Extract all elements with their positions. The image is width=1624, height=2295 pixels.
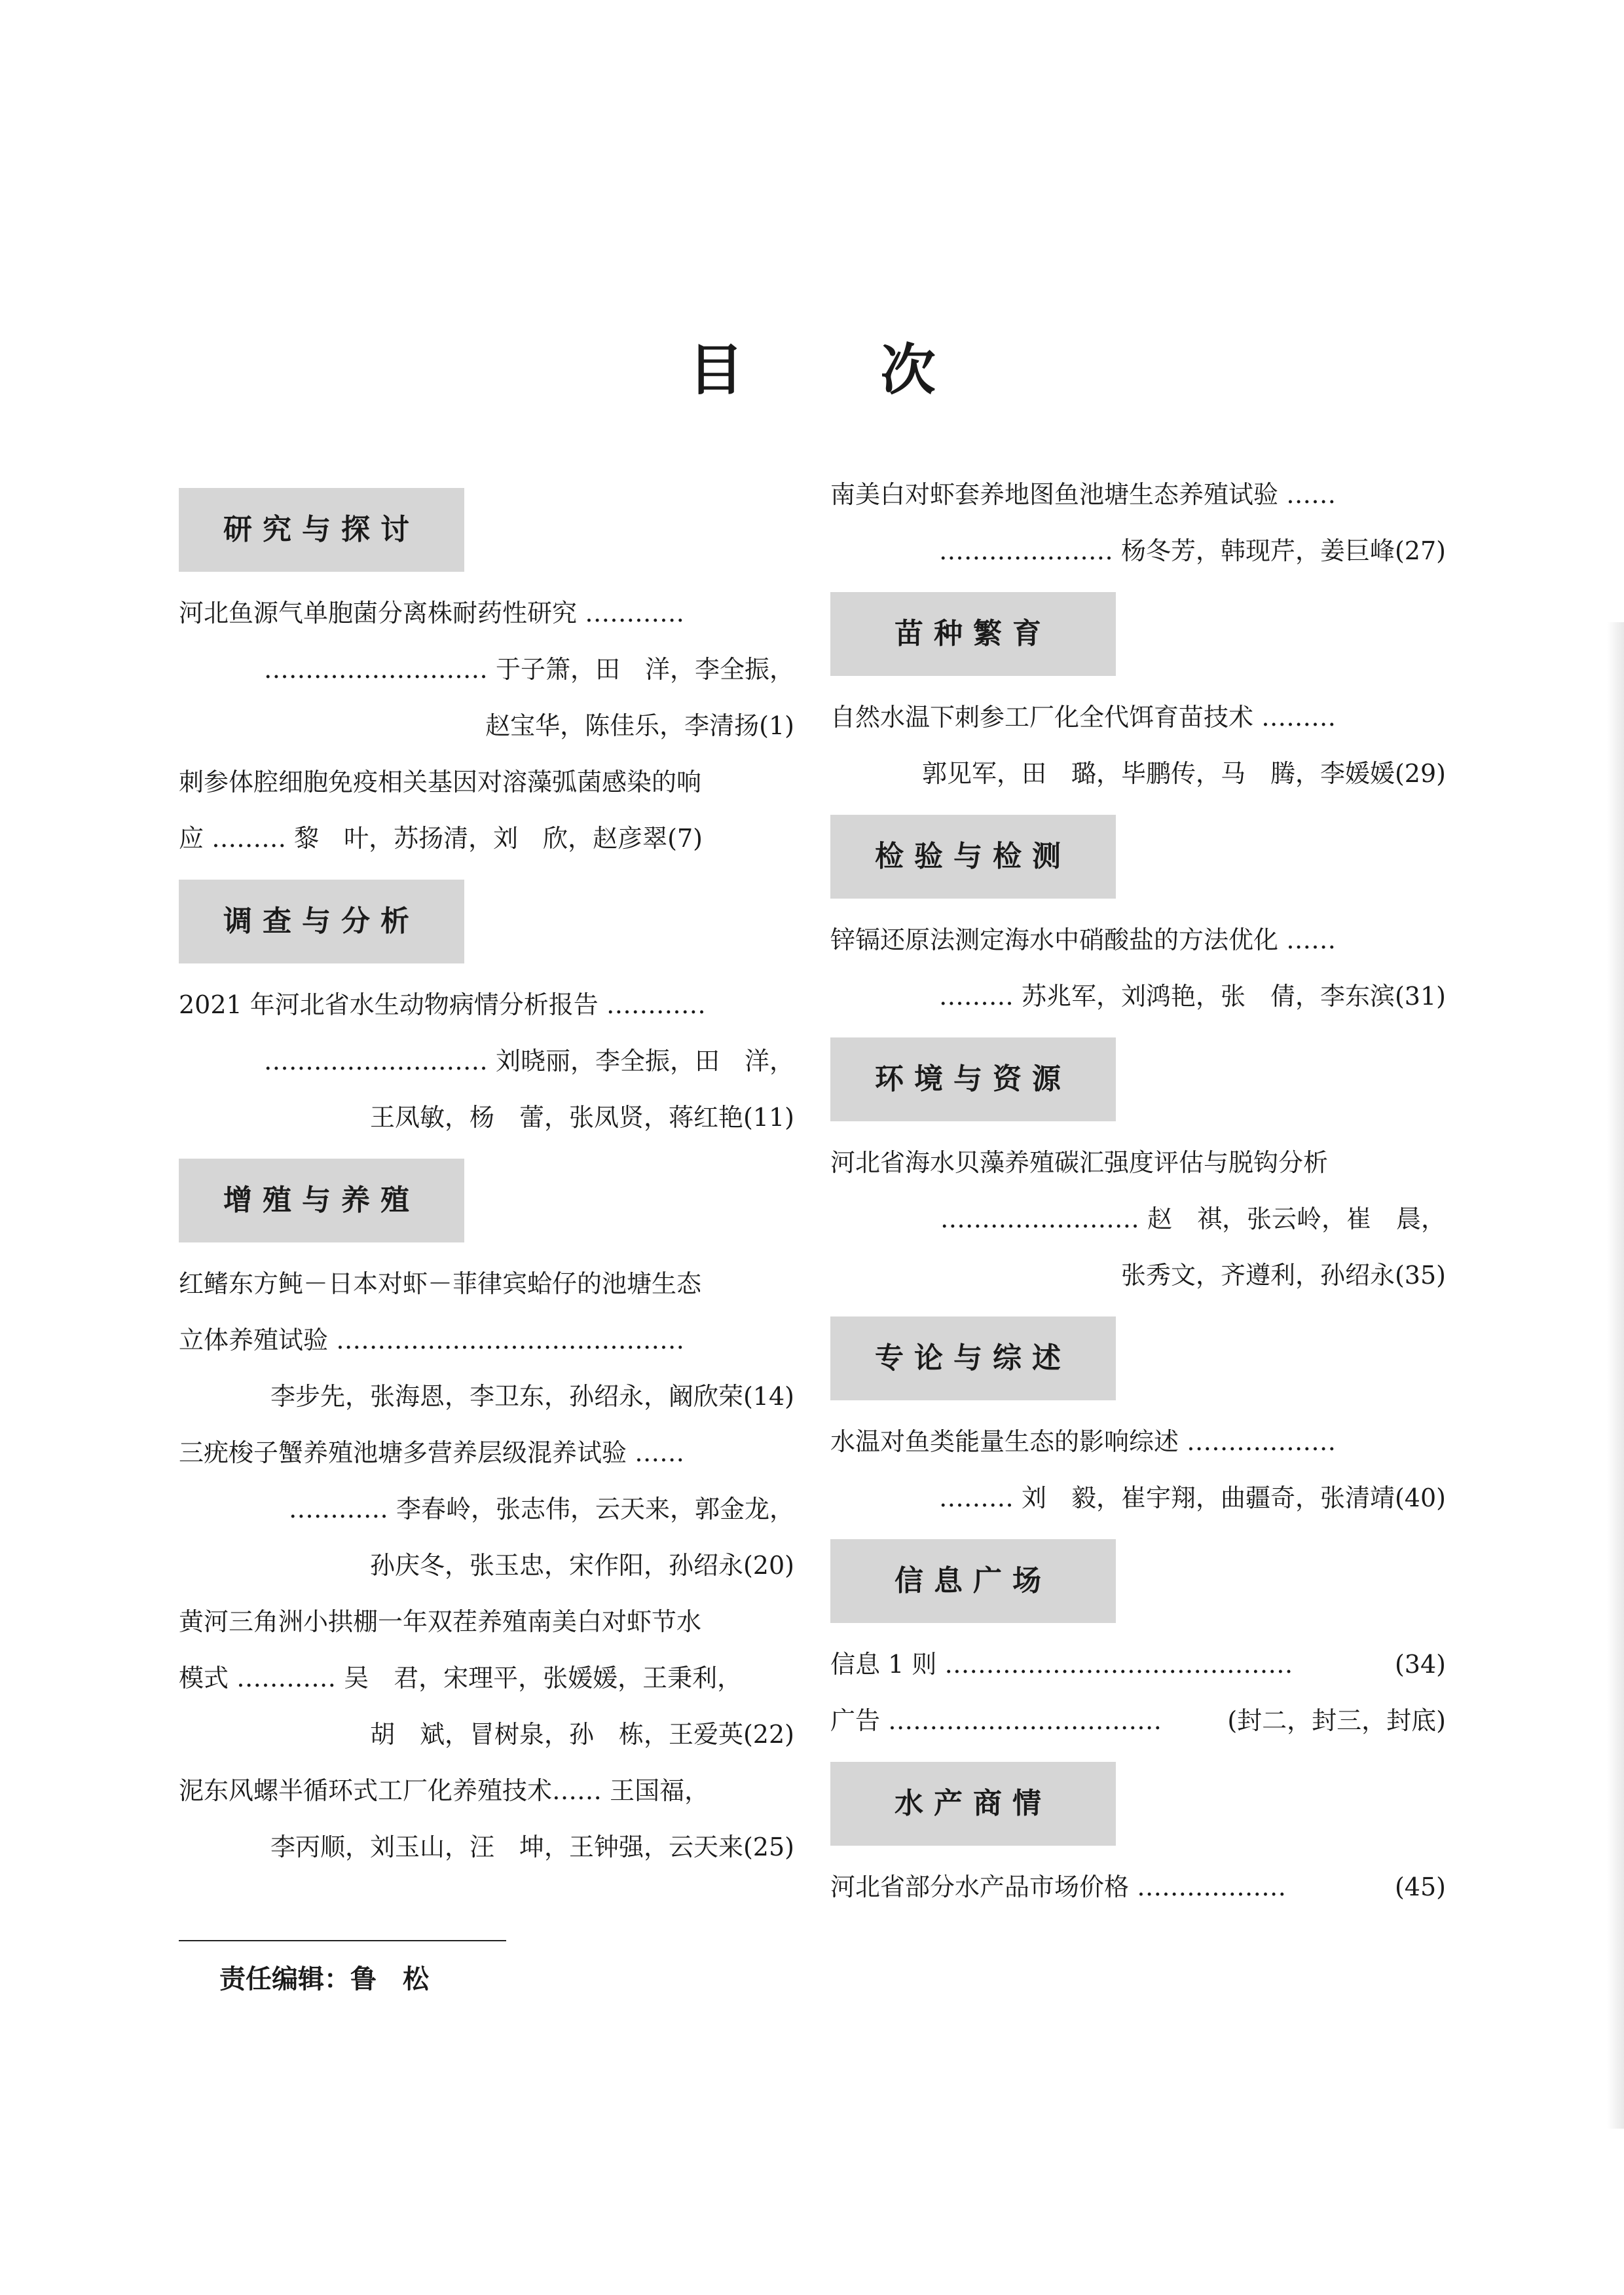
toc-entry-authors: 王凤敏，杨 蕾，张凤贤，蒋红艳(11) bbox=[369, 1103, 794, 1132]
toc-page-number: (45) bbox=[1394, 1873, 1446, 1901]
section-header: 专论与综述 bbox=[830, 1316, 1116, 1400]
section-header: 检验与检测 bbox=[830, 815, 1116, 899]
toc-entry-title[interactable]: 红鳍东方鲀－日本对虾－菲律宾蛤仔的池塘生态 bbox=[179, 1269, 702, 1298]
toc-entry-authors: ……… 苏兆军，刘鸿艳，张 倩，李东滨(31) bbox=[938, 982, 1446, 1011]
section-header: 增殖与养殖 bbox=[179, 1159, 464, 1242]
toc-entry-authors: 胡 斌，冒树泉，孙 栋，王爱英(22) bbox=[369, 1720, 794, 1749]
toc-entry-title[interactable]: 三疣梭子蟹养殖池塘多营养层级混养试验 …… bbox=[179, 1438, 685, 1467]
toc-entry-title[interactable]: 刺参体腔细胞免疫相关基因对溶藻弧菌感染的响 bbox=[179, 768, 702, 796]
footer-divider bbox=[179, 1940, 506, 1941]
toc-entry-authors: …………………… 赵 祺，张云岭，崔 晨， bbox=[940, 1204, 1446, 1233]
toc-entry-authors: 李丙顺，刘玉山，汪 坤，王钟强，云天来(25) bbox=[270, 1833, 794, 1861]
toc-page-number: (封二，封三，封底) bbox=[1227, 1706, 1446, 1735]
toc-entry-title: 河北省部分水产品市场价格 ……………… bbox=[830, 1873, 1287, 1901]
page-edge-shadow bbox=[1607, 622, 1624, 2129]
toc-right-column bbox=[830, 466, 1446, 1915]
section-header: 苗种繁育 bbox=[830, 592, 1116, 676]
toc-entry-title[interactable]: 立体养殖试验 …………………………………… bbox=[179, 1326, 685, 1354]
toc-entry-authors: ……………………… 于子箫，田 洋，李全振， bbox=[263, 655, 794, 684]
toc-entry-authors: ……………………… 刘晓丽，李全振，田 洋， bbox=[263, 1047, 794, 1075]
toc-entry-title[interactable]: 南美白对虾套养地图鱼池塘生态养殖试验 …… bbox=[830, 480, 1337, 509]
toc-entry-market[interactable] bbox=[830, 1859, 1446, 1915]
toc-entry-ad[interactable] bbox=[830, 1692, 1446, 1749]
toc-entry-title[interactable]: 水温对鱼类能量生态的影响综述 ……………… bbox=[830, 1427, 1337, 1456]
toc-entry-title[interactable]: 河北省海水贝藻养殖碳汇强度评估与脱钩分析 bbox=[830, 1148, 1329, 1177]
toc-entry-title: 广告 …………………………… bbox=[830, 1706, 1162, 1735]
toc-entry-title[interactable]: 河北鱼源气单胞菌分离株耐药性研究 ………… bbox=[179, 599, 685, 627]
responsible-editor: 责任编辑：鲁 松 bbox=[219, 1964, 429, 1994]
toc-entry-title[interactable]: 2021 年河北省水生动物病情分析报告 ………… bbox=[179, 990, 706, 1019]
section-header: 水产商情 bbox=[830, 1762, 1116, 1846]
section-header: 环境与资源 bbox=[830, 1037, 1116, 1121]
toc-entry-authors: 孙庆冬，张玉忠，宋作阳，孙绍永(20) bbox=[369, 1551, 794, 1580]
toc-entry-authors: ………………… 杨冬芳，韩现芹，姜巨峰(27) bbox=[938, 536, 1446, 565]
page-title: 目 次 bbox=[688, 337, 995, 402]
toc-entry-authors: 赵宝华，陈佳乐，李清扬(1) bbox=[485, 711, 794, 740]
toc-entry-title[interactable]: 黄河三角洲小拱棚一年双茬养殖南美白对虾节水 bbox=[179, 1607, 702, 1636]
toc-entry-info[interactable] bbox=[830, 1636, 1446, 1692]
toc-entry-authors: 应 ……… 黎 叶，苏扬清，刘 欣，赵彦翠(7) bbox=[179, 824, 703, 853]
toc-entry-authors: ………… 李春岭，张志伟，云天来，郭金龙， bbox=[288, 1495, 794, 1523]
toc-entry-title: 信息 1 则 …………………………………… bbox=[830, 1650, 1293, 1679]
section-header: 研究与探讨 bbox=[179, 488, 464, 572]
toc-entry-title[interactable]: 锌镉还原法测定海水中硝酸盐的方法优化 …… bbox=[830, 925, 1337, 954]
toc-entry-title[interactable]: 泥东风螺半循环式工厂化养殖技术…… 王国福， bbox=[179, 1776, 710, 1805]
toc-left-column bbox=[179, 475, 794, 1875]
toc-entry-title[interactable]: 自然水温下刺参工厂化全代饵育苗技术 ……… bbox=[830, 703, 1337, 732]
toc-entry-authors: 李步先，张海恩，李卫东，孙绍永，阚欣荣(14) bbox=[270, 1382, 794, 1411]
toc-entry-authors: 模式 ………… 吴 君，宋理平，张媛媛，王秉利， bbox=[179, 1664, 743, 1692]
toc-entry-authors: ……… 刘 毅，崔宇翔，曲疆奇，张清靖(40) bbox=[938, 1483, 1446, 1512]
toc-page-number: (34) bbox=[1394, 1650, 1446, 1679]
section-header: 信息广场 bbox=[830, 1539, 1116, 1623]
toc-entry-authors: 张秀文，齐遵利，孙绍永(35) bbox=[1120, 1261, 1446, 1290]
section-header: 调查与分析 bbox=[179, 880, 464, 963]
toc-entry-authors: 郭见军，田 璐，毕鹏传，马 腾，李媛媛(29) bbox=[921, 759, 1446, 788]
